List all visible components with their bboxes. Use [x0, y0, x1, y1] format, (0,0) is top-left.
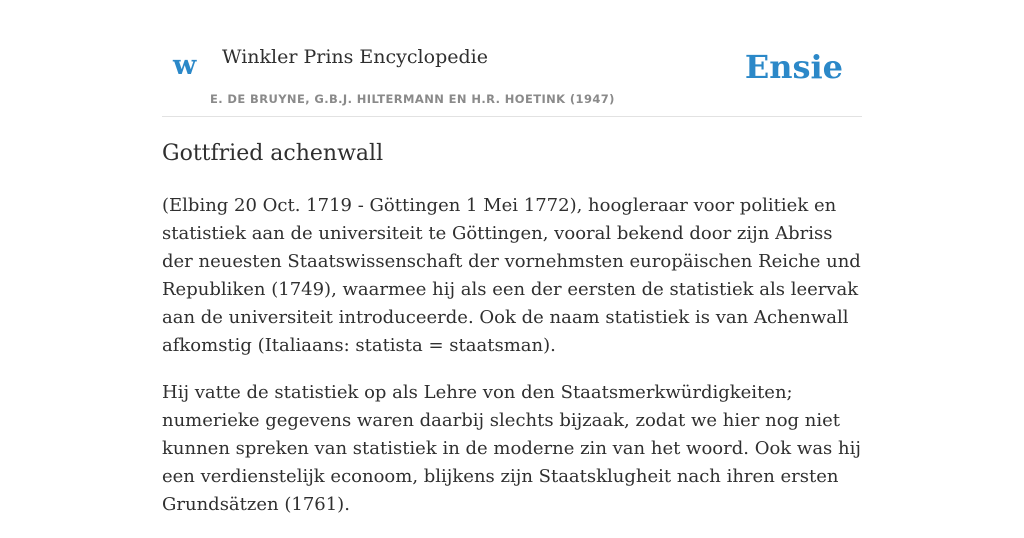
- article-body: [162, 192, 862, 538]
- authors-byline: E. DE BRUYNE, G.B.J. HILTERMANN EN H.R. HOETINK (1947): [210, 92, 615, 106]
- site-title[interactable]: Winkler Prins Encyclopedie: [222, 46, 488, 68]
- article-paragraph: (Elbing 20 Oct. 1719 - Göttingen 1 Mei 1772), hoogleraar voor politiek en statistiek aan de universiteit te Göttingen, vooral bekend door zijn Abriss der neuesten Staatswissenschaft der vornehmsten europäischen Reiche und Republiken (1749), waarmee hij als een der eersten de statistiek als leervak aan de universiteit introduceerde. Ook de naam statistiek is van Achenwall afkomstig (Italiaans: statista = staatsman).: [162, 195, 861, 356]
- article-paragraph: Hij vatte de statistiek op als Lehre von den Staatsmerkwürdigkeiten; numerieke gegevens waren daarbij slechts bijzaak, zodat we hier nog niet kunnen spreken van statistiek in de moderne zin van het woord. Ook was hij een verdienstelijk econoom, blijkens zijn Staatsklugheit nach ihren ersten Grundsätzen (1761).: [162, 382, 861, 515]
- ensie-logo[interactable]: Ensie: [744, 48, 843, 86]
- header: [162, 0, 862, 117]
- article-title: Gottfried achenwall: [162, 141, 384, 166]
- winkler-prins-logo-icon[interactable]: w: [173, 50, 197, 81]
- page-container: [162, 0, 862, 515]
